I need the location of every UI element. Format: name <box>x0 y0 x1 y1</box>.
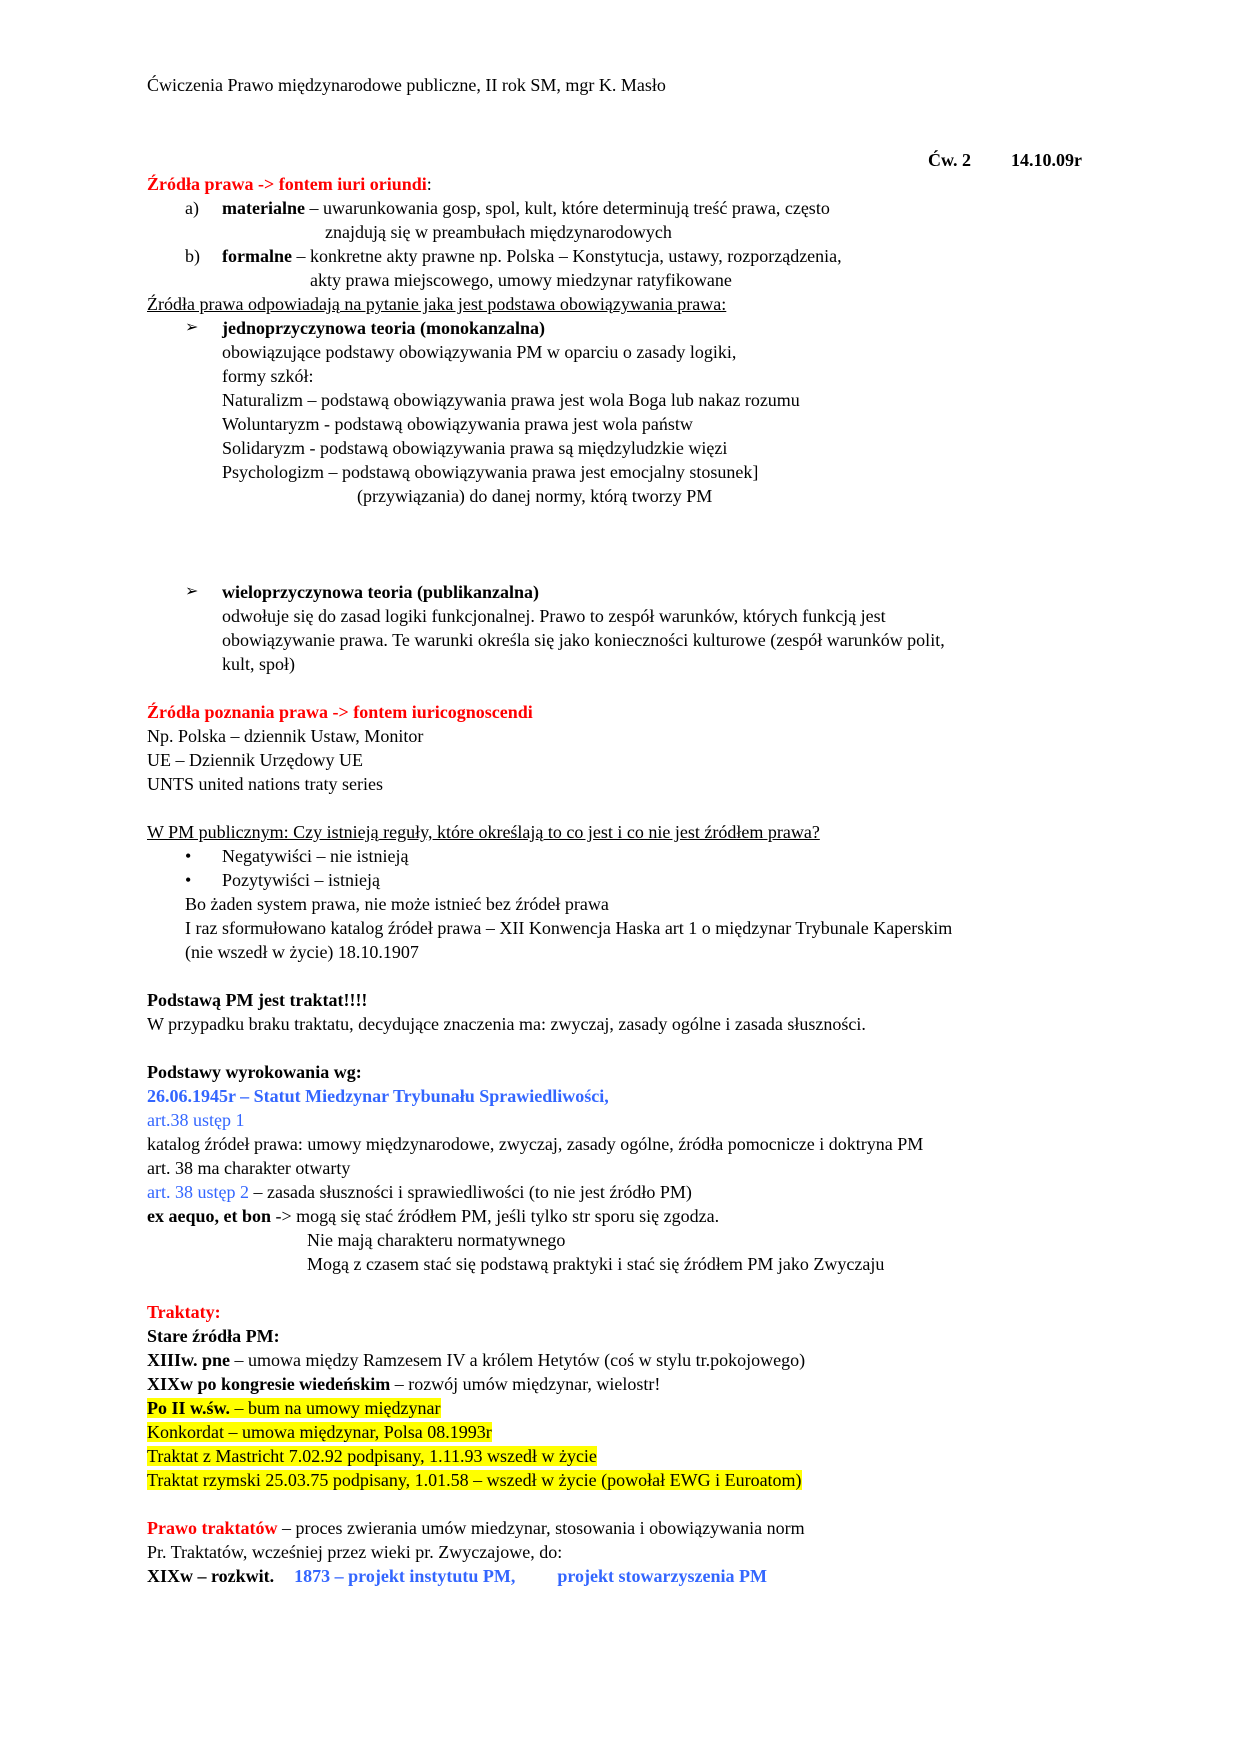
treaties-row-1 <box>147 1348 805 1372</box>
judging-ex-aequo-line <box>147 1204 719 1228</box>
rules-item-negative: Negatywiści – nie istnieją <box>222 846 409 866</box>
judging-catalog: katalog źródeł prawa: umowy międzynarodowe, zwyczaj, zasady ogólne, źródła pomocnicze i doktryna PM <box>147 1134 924 1154</box>
item-material <box>222 196 830 220</box>
judging-title: Podstawy wyrokowania wg: <box>147 1062 362 1082</box>
treaties-highlight-2 <box>147 1420 492 1444</box>
treaty-law-line-1: Pr. Traktatów, wcześniej przez wieki pr. Zwyczajowe, do: <box>147 1542 563 1562</box>
mono-line-5: Solidaryzm - podstawą obowiązywania prawa są międzyludzkie więzi <box>222 438 728 458</box>
item-formal-text: – konkretne akty prawne np. Polska – Konstytucja, ustawy, rozporządzenia, <box>291 246 842 266</box>
judging-art38-2-text: – zasada słuszności i sprawiedliwości (to nie jest źródło PM) <box>248 1182 692 1202</box>
treaties-highlight-1-text: – bum na umowy międzynar <box>230 1398 441 1418</box>
judging-art38-2-line <box>147 1180 692 1204</box>
multi-line-3: kult, społ) <box>222 654 296 674</box>
treaties-row-2 <box>147 1372 660 1396</box>
cognition-line-2: UE – Dziennik Urzędowy UE <box>147 750 363 770</box>
question-rules: W PM publicznym: Czy istnieją reguły, które określają to co jest i co nie jest źródłem prawa? <box>147 822 820 842</box>
treaties-highlight-4 <box>147 1468 802 1492</box>
multi-line-2: obowiązywanie prawa. Te warunki określa się jako konieczności kulturowe (zespół warunków polit, <box>222 630 945 650</box>
treaties-highlight-2-text: Konkordat – umowa międzynar, Polsa 08.1993r <box>147 1422 492 1442</box>
item-material-continuation: znajdują się w preambułach międzynarodowych <box>325 222 672 242</box>
treaty-law-text: – proces zwierania umów miedzynar, stosowania i obowiązywania norm <box>277 1518 805 1538</box>
list-marker-b: b) <box>185 246 200 266</box>
heading-colon: : <box>426 174 432 194</box>
treaties-old-sources: Stare źródła PM: <box>147 1326 280 1346</box>
mono-line-3: Naturalizm – podstawą obowiązywania prawa jest wola Boga lub nakaz rozumu <box>222 390 800 410</box>
cognition-line-1: Np. Polska – dziennik Ustaw, Monitor <box>147 726 424 746</box>
treaty-law-l2-term: XIXw – rozkwit. <box>147 1566 275 1586</box>
term-ex-aequo: ex aequo, et bon <box>147 1206 272 1226</box>
treaty-law-project-2: projekt stowarzyszenia PM <box>557 1566 767 1586</box>
bullet-icon: • <box>185 846 192 866</box>
judging-art38-2: art. 38 ustęp 2 <box>147 1182 249 1202</box>
mono-line-6: Psychologizm – podstawą obowiązywania prawa jest emocjalny stosunek] <box>222 462 759 482</box>
mono-line-7: (przywiązania) do danej normy, którą tworzy PM <box>357 486 713 506</box>
judging-ex-line-2: Mogą z czasem stać się podstawą praktyki i stać się źródłem PM jako Zwyczaju <box>307 1254 885 1274</box>
judging-statute: 26.06.1945r – Statut Miedzynar Trybunału Sprawiedliwości, <box>147 1086 609 1106</box>
judging-open: art. 38 ma charakter otwarty <box>147 1158 351 1178</box>
heading-sources-cognition: Źródła poznania prawa -> fontem iuricognoscendi <box>147 702 533 722</box>
treaty-law-line <box>147 1516 805 1540</box>
rules-line-2: I raz sformułowano katalog źródeł prawa – XII Konwencja Haska art 1 o międzynar Trybunale Kaperskim <box>185 918 953 938</box>
mono-line-2: formy szkół: <box>222 366 314 386</box>
treaties-highlight-4-text: Traktat rzymski 25.03.75 podpisany, 1.01.58 – wszedł w życie (powołał EWG i Euroatom) <box>147 1470 802 1490</box>
rules-line-1: Bo żaden system prawa, nie może istnieć bez źródeł prawa <box>185 894 609 914</box>
treaties-row-1-term: XIIIw. pne <box>147 1350 231 1370</box>
treaties-row-2-text: – rozwój umów międzynar, wielostr! <box>390 1374 661 1394</box>
treaties-row-1-text: – umowa między Ramzesem IV a królem Hetytów (coś w stylu tr.pokojowego) <box>230 1350 806 1370</box>
treaty-law-project-1: 1873 – projekt instytutu PM, <box>294 1566 516 1586</box>
term-material: materialne <box>222 198 305 218</box>
highlighted-text <box>147 1398 441 1418</box>
multi-line-1: odwołuje się do zasad logiki funkcjonalnej. Prawo to zespół warunków, których funkcją jest <box>222 606 886 626</box>
treaty-law-line-2 <box>147 1564 767 1588</box>
treaty-base-title: Podstawą PM jest traktat!!!! <box>147 990 368 1010</box>
treaties-highlight-3-text: Traktat z Mastricht 7.02.92 podpisany, 1.11.93 wszedł w życie <box>147 1446 597 1466</box>
rules-line-3: (nie wszedł w życie) 18.10.1907 <box>185 942 419 962</box>
term-formal: formalne <box>222 246 292 266</box>
treaties-highlight-1 <box>147 1396 441 1420</box>
rules-item-positive: Pozytywiści – istnieją <box>222 870 380 890</box>
bullet-icon: • <box>185 870 192 890</box>
heading-sources-law-text: Źródła prawa -> fontem iuri oriundi <box>147 174 427 194</box>
question-basis: Źródła prawa odpowiadają na pytanie jaka jest podstawa obowiązywania prawa: <box>147 294 727 314</box>
item-formal <box>222 244 842 268</box>
heading-treaties: Traktaty: <box>147 1302 221 1322</box>
mono-theory-title: jednoprzyczynowa teoria (monokanzalna) <box>222 318 545 338</box>
mono-line-4: Woluntaryzm - podstawą obowiązywania prawa jest wola państw <box>222 414 693 434</box>
mono-line-1: obowiązujące podstawy obowiązywania PM w oparciu o zasady logiki, <box>222 342 737 362</box>
document-header: Ćwiczenia Prawo międzynarodowe publiczne, II rok SM, mgr K. Masło <box>147 75 666 95</box>
list-marker-a: a) <box>185 198 199 218</box>
multi-theory-title: wieloprzyczynowa teoria (publikanzalna) <box>222 582 539 602</box>
cognition-line-3: UNTS united nations traty series <box>147 774 383 794</box>
heading-sources-law <box>147 172 432 196</box>
item-material-text: – uwarunkowania gosp, spol, kult, które determinują treść prawa, często <box>304 198 830 218</box>
treaty-law-term: Prawo traktatów <box>147 1518 278 1538</box>
treaties-row-2-term: XIXw po kongresie wiedeńskim <box>147 1374 391 1394</box>
treaties-highlight-1-term: Po II w.św. <box>147 1398 231 1418</box>
treaties-highlight-3 <box>147 1444 597 1468</box>
arrow-bullet-icon: ➢ <box>185 319 199 336</box>
arrow-bullet-icon: ➢ <box>185 583 199 600</box>
exercise-number: Ćw. 2 <box>928 150 972 170</box>
treaty-base-line: W przypadku braku traktatu, decydujące znaczenia ma: zwyczaj, zasady ogólne i zasada słuszności. <box>147 1014 866 1034</box>
judging-ex-aequo-text: -> mogą się stać źródłem PM, jeśli tylko str sporu się zgodza. <box>271 1206 720 1226</box>
item-formal-continuation: akty prawa miejscowego, umowy miedzynar ratyfikowane <box>310 270 732 290</box>
judging-art38-1: art.38 ustęp 1 <box>147 1110 245 1130</box>
judging-ex-line-1: Nie mają charakteru normatywnego <box>307 1230 566 1250</box>
exercise-date: 14.10.09r <box>1011 150 1082 170</box>
